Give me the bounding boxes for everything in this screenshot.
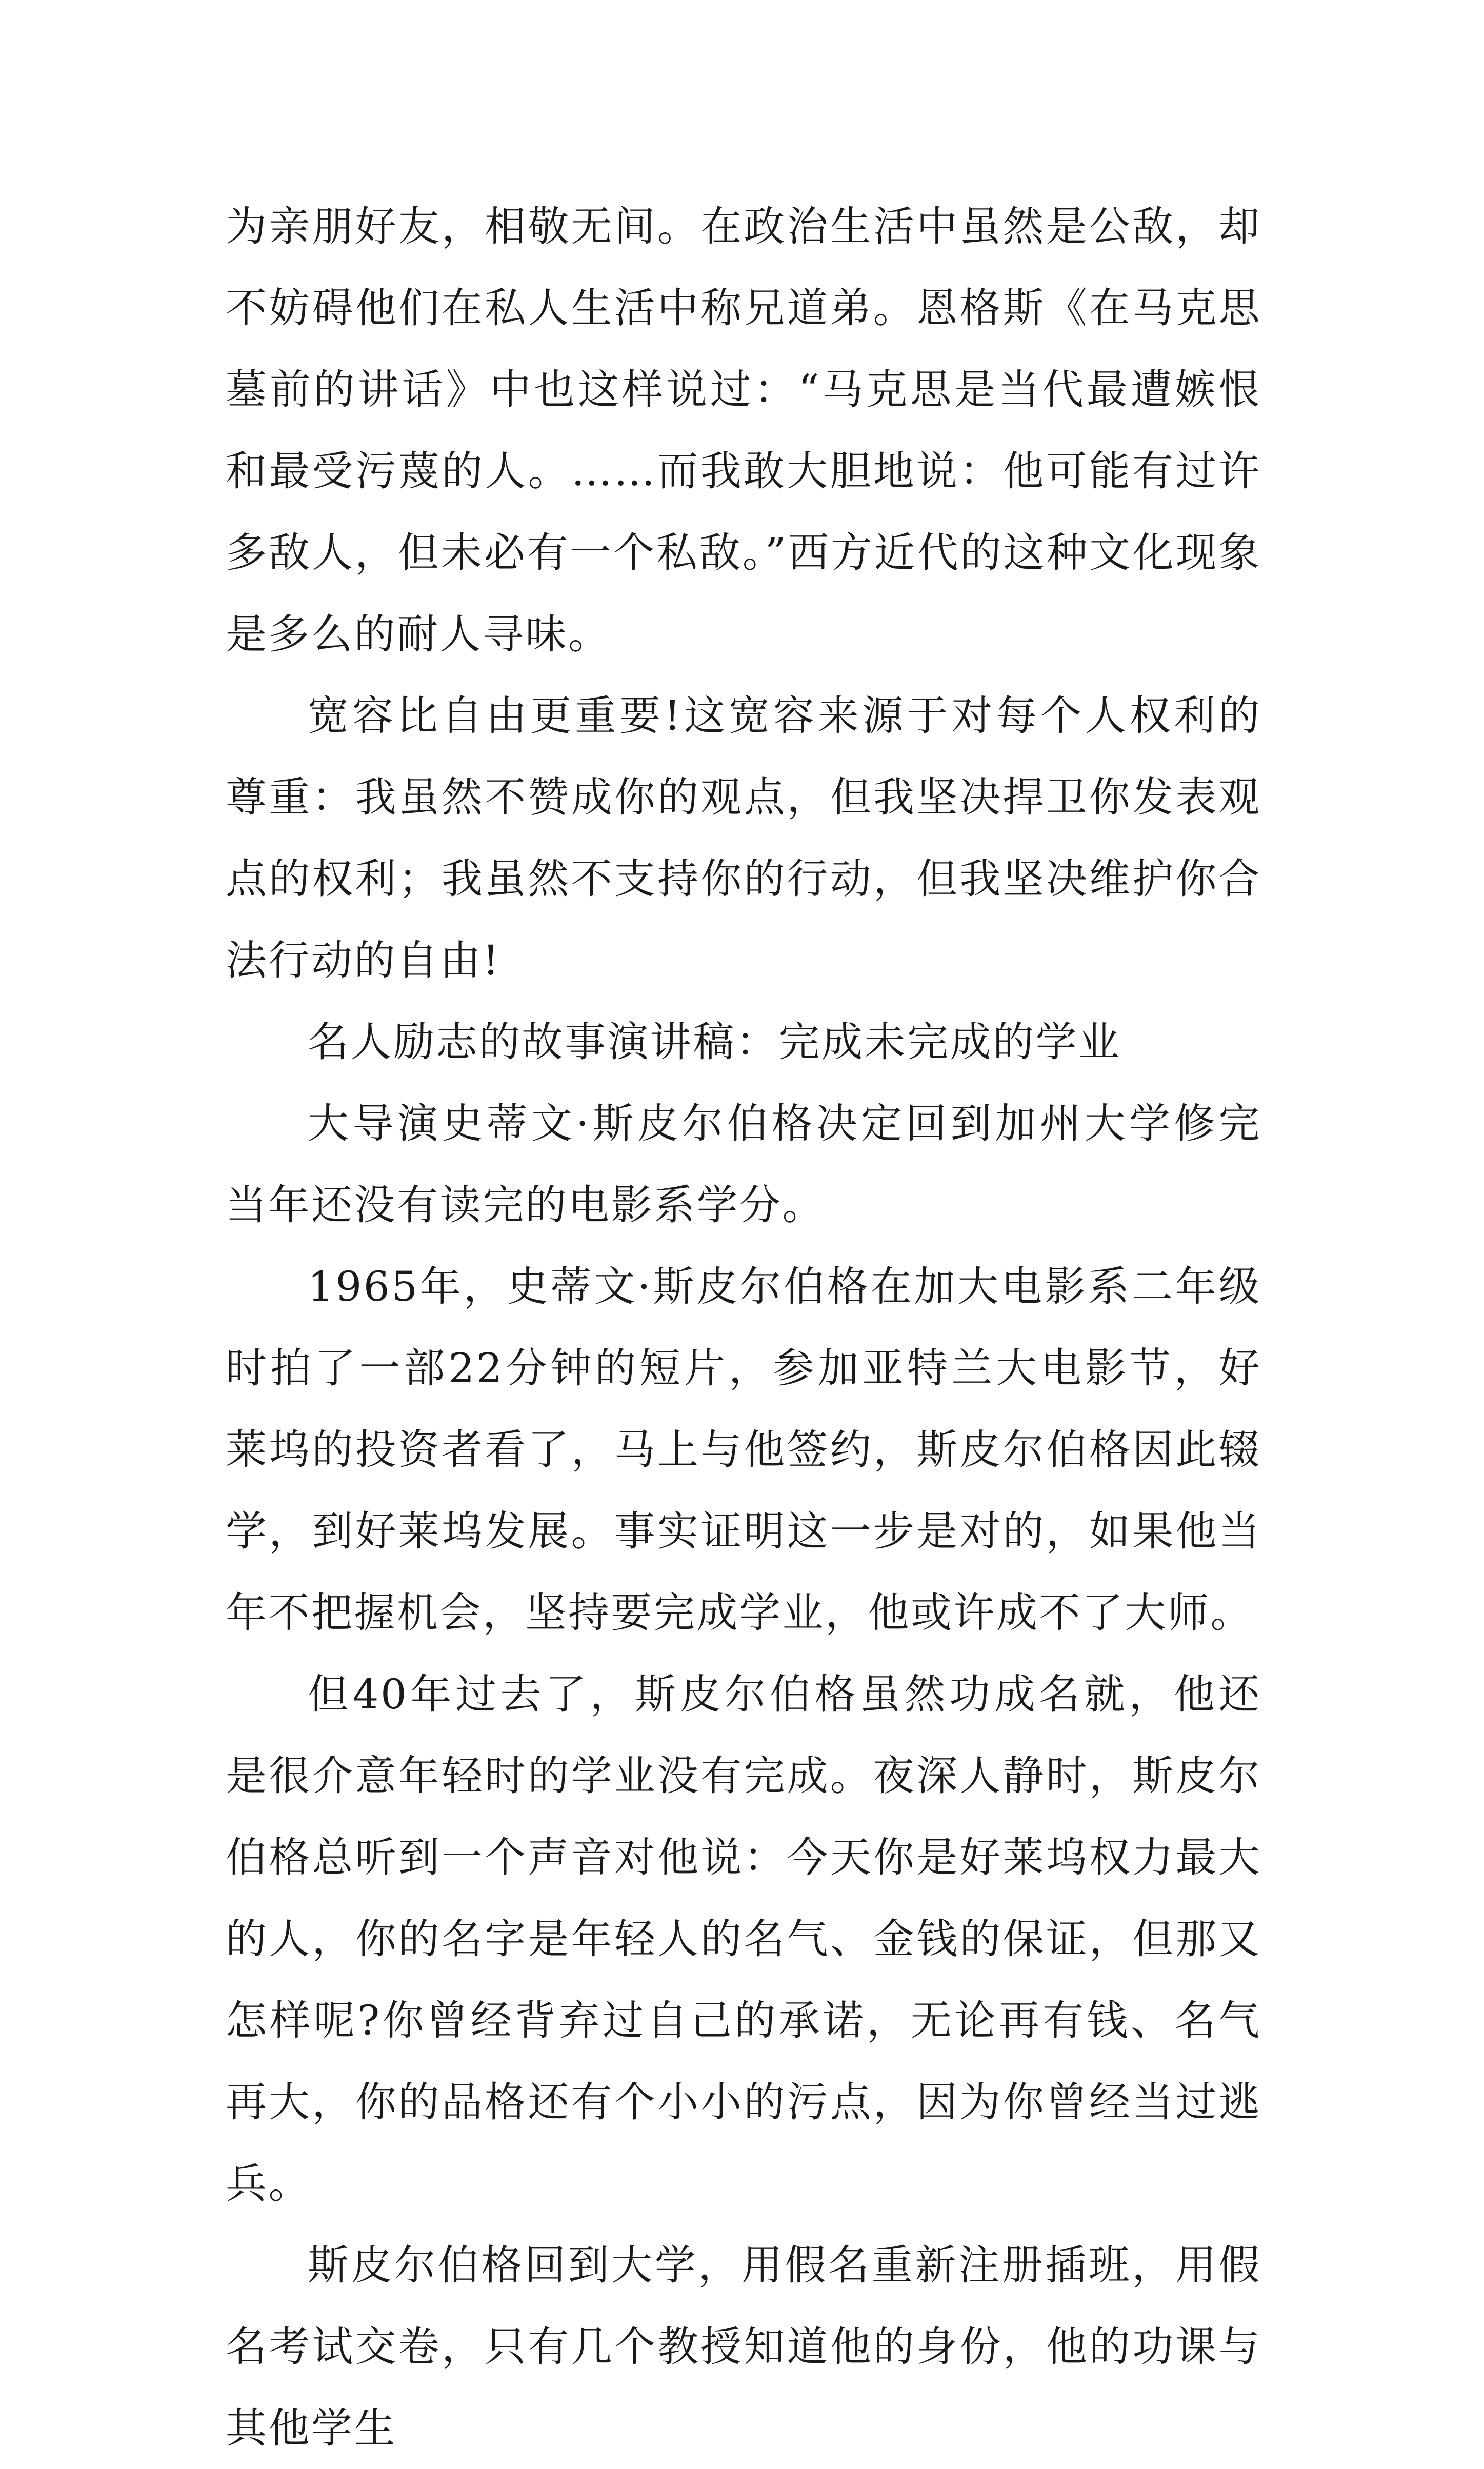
paragraph-1: 为亲朋好友，相敬无间。在政治生活中虽然是公敌，却不妨碍他们在私人生活中称兄道弟。恩格斯《在马克思墓前的讲话》中也这样说过：“马克思是当代最遭嫉恨和最受污蔑的人。……而我敢大胆地说：他可能有过许多敌人，但未必有一个私敌。”西方近代的这种文化现象是多么的耐人寻味。 xyxy=(226,203,1261,658)
paragraph-2: 宽容比自由更重要!这宽容来源于对每个人权利的尊重：我虽然不赞成你的观点，但我坚决捍卫你发表观点的权利；我虽然不支持你的行动，但我坚决维护你合法行动的自由! xyxy=(226,692,1261,984)
paragraph-5: 但40年过去了，斯皮尔伯格虽然功成名就，他还是很介意年轻时的学业没有完成。夜深人静时，斯皮尔伯格总听到一个声音对他说：今天你是好莱坞权力最大的人，你的名字是年轻人的名气、金钱的保证，但那又怎样呢?你曾经背弃过自己的承诺，无论再有钱、名气再大，你的品格还有个小小的污点，因为你曾经当过逃兵。 xyxy=(226,1670,1261,2207)
paragraph-4: 1965年，史蒂文·斯皮尔伯格在加大电影系二年级时拍了一部22分钟的短片，参加亚特兰大电影节，好莱坞的投资者看了，马上与他签约，斯皮尔伯格因此辍学，到好莱坞发展。事实证明这一步是对的，如果他当年不把握机会，坚持要完成学业，他或许成不了大师。 xyxy=(226,1263,1261,1637)
section-heading: 名人励志的故事演讲稿：完成未完成的学业 xyxy=(308,1018,1121,1066)
paragraph-6: 斯皮尔伯格回到大学，用假名重新注册插班，用假名考试交卷，只有几个教授知道他的身份，他的功课与其他学生 xyxy=(226,2241,1261,2452)
document-page xyxy=(226,186,1261,2469)
paragraph-3: 大导演史蒂文·斯皮尔伯格决定回到加州大学修完当年还没有读完的电影系学分。 xyxy=(226,1100,1261,1229)
